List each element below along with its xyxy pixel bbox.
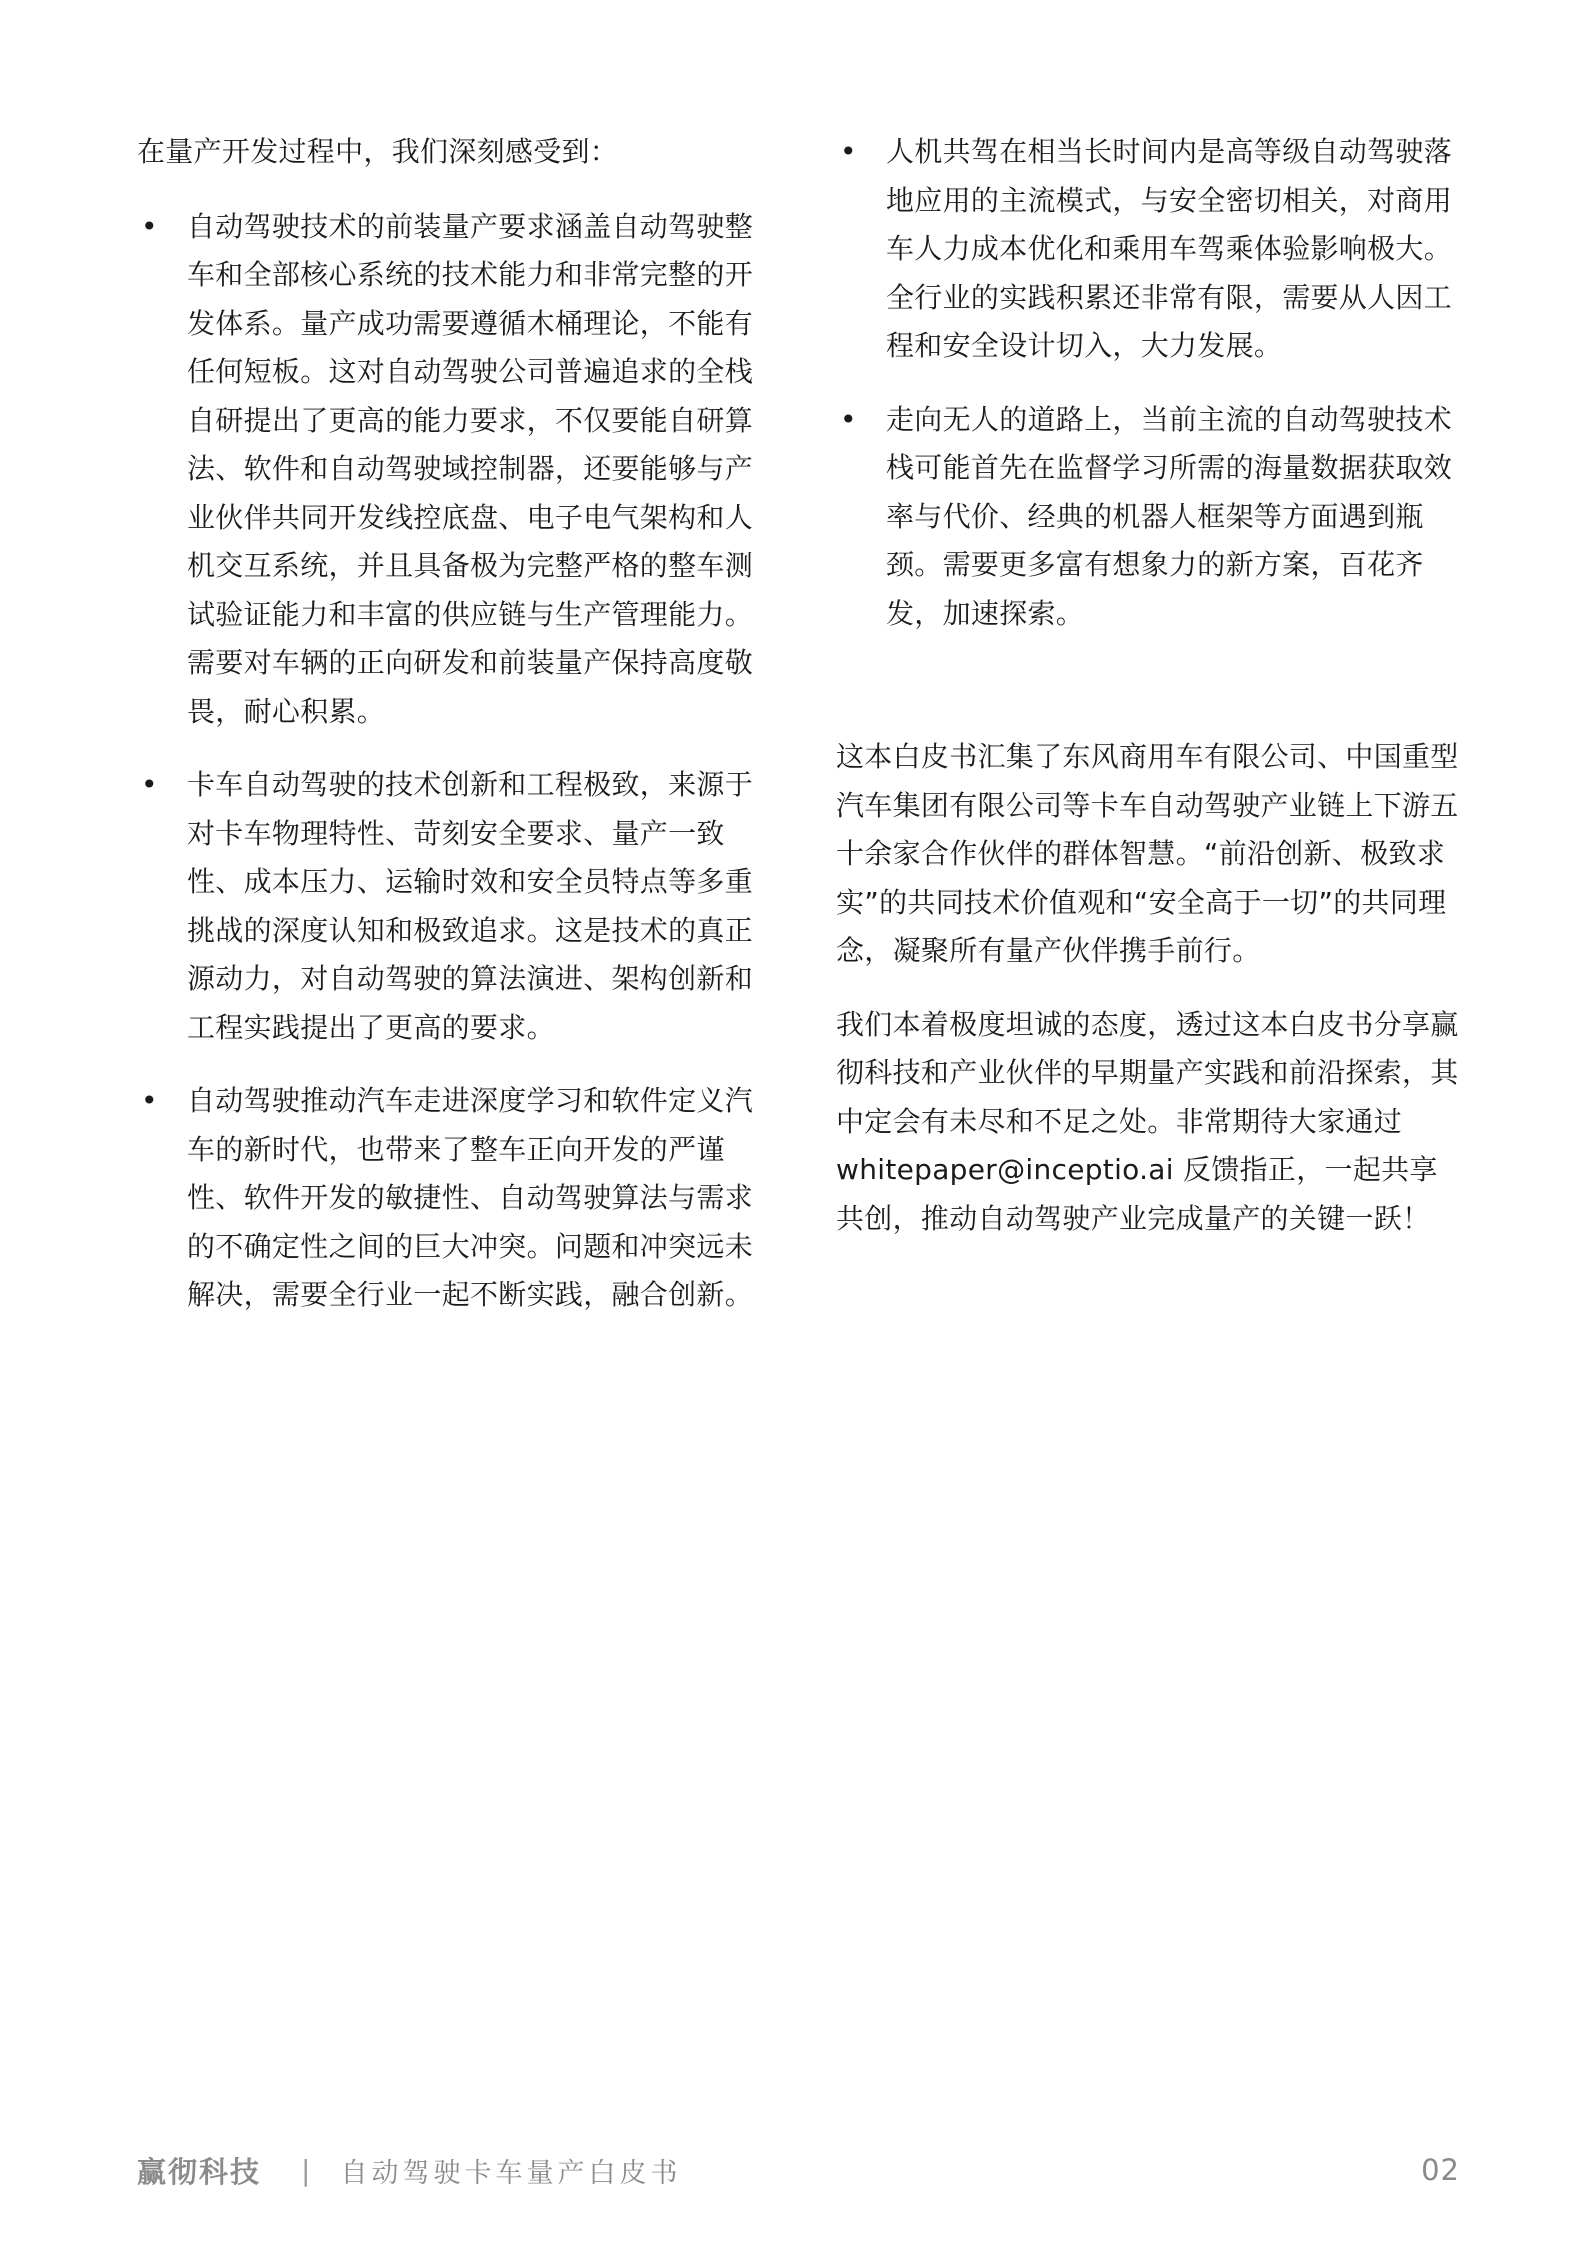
footer-brand: 赢彻科技 xyxy=(137,2154,262,2189)
left-column xyxy=(137,128,767,1345)
right-column xyxy=(836,128,1466,1268)
paragraph: 我们本着极度坦诚的态度，透过这本白皮书分享赢彻科技和产业伙伴的早期量产实践和前沿探索，其中定会有未尽和不足之处。非常期待大家通过whitepaper@inceptio.ai 反馈指正，一起共享共创，推动自动驾驶产业完成量产的关键一跃！ xyxy=(836,1007,1459,1235)
footer-document-title: 自动驾驶卡车量产白皮书 xyxy=(340,2157,682,2189)
list-item: • 自动驾驶推动汽车走进深度学习和软件定义汽车的新时代，也带来了整车正向开发的严谨性、软件开发的敏捷性、自动驾驶算法与需求的不确定性之间的巨大冲突。问题和冲突远未解决，需要全行业一起不断实践，融合创新。 xyxy=(137,1077,767,1320)
left-bullet-list xyxy=(137,203,767,1320)
intro-text: 在量产开发过程中，我们深刻感受到： xyxy=(137,135,619,168)
list-item: • 卡车自动驾驶的技术创新和工程极致，来源于对卡车物理特性、苛刻安全要求、量产一致性、成本压力、运输时效和安全员特点等多重挑战的深度认知和极致追求。这是技术的真正源动力，对自动驾驶的算法演进、架构创新和工程实践提出了更高的要求。 xyxy=(137,761,767,1052)
page-footer xyxy=(137,2150,1460,2190)
page-number: 02 xyxy=(1421,2153,1460,2187)
footer-separator: | xyxy=(301,2153,311,2187)
list-item: • 自动驾驶技术的前装量产要求涵盖自动驾驶整车和全部核心系统的技术能力和非常完整的开发体系。量产成功需要遵循木桶理论，不能有任何短板。这对自动驾驶公司普遍追求的全栈自研提出了更高的能力要求，不仅要能自研算法、软件和自动驾驶域控制器，还要能够与产业伙伴共同开发线控底盘、电子电气架构和人机交互系统，并且具备极为完整严格的整车测试验证能力和丰富的供应链与生产管理能力。需要对车辆的正向研发和前装量产保持高度敬畏，耐心积累。 xyxy=(137,203,767,737)
closing-paragraphs xyxy=(836,733,1466,1243)
right-bullet-list xyxy=(836,128,1466,638)
list-item: • 人机共驾在相当长时间内是高等级自动驾驶落地应用的主流模式，与安全密切相关，对商用车人力成本优化和乘用车驾乘体验影响极大。全行业的实践积累还非常有限，需要从人因工程和安全设计切入，大力发展。 xyxy=(836,128,1466,371)
paragraph: 这本白皮书汇集了东风商用车有限公司、中国重型汽车集团有限公司等卡车自动驾驶产业链上下游五十余家合作伙伴的群体智慧。“前沿创新、极致求实”的共同技术价值观和“安全高于一切”的共同理念，凝聚所有量产伙伴携手前行。 xyxy=(836,740,1459,967)
list-item: • 走向无人的道路上，当前主流的自动驾驶技术栈可能首先在监督学习所需的海量数据获取效率与代价、经典的机器人框架等方面遇到瓶颈。需要更多富有想象力的新方案，百花齐发，加速探索。 xyxy=(836,396,1466,639)
